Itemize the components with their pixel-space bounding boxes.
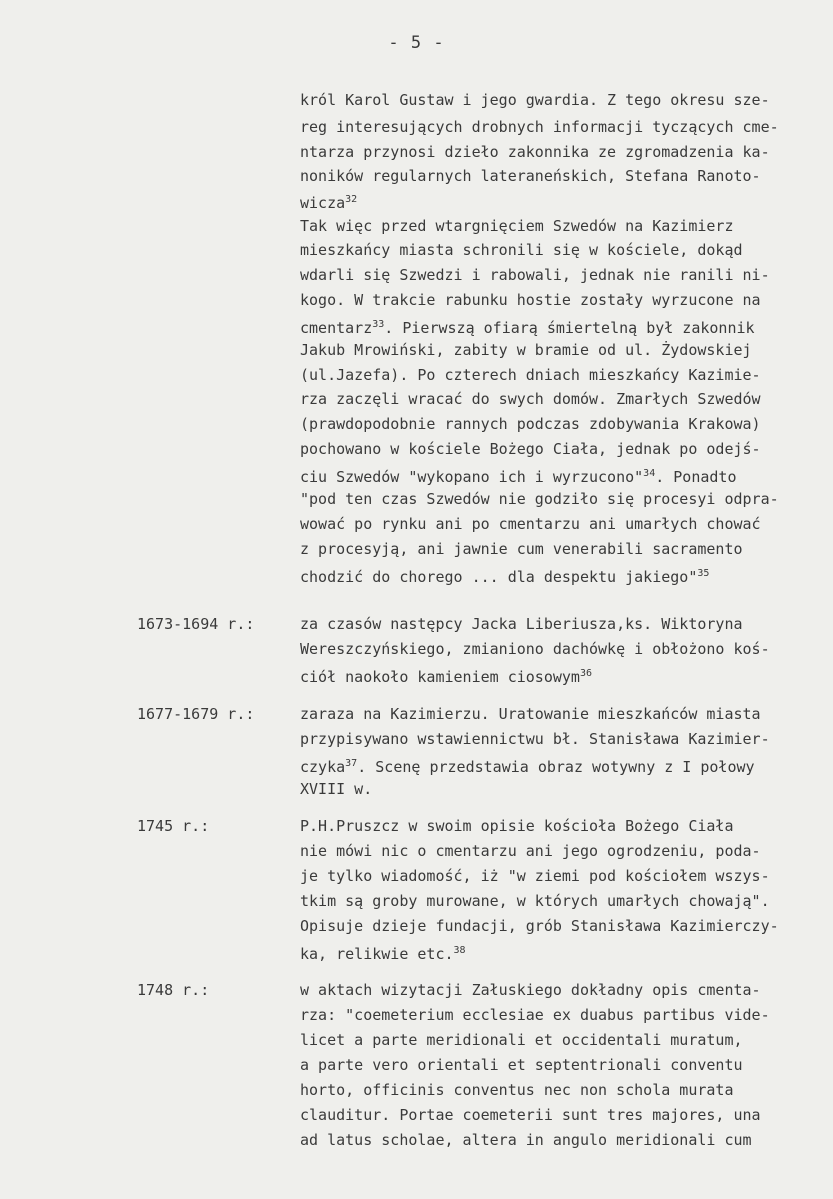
- text-line: (prawdopodobnie rannych podczas zdobywania Krakowa): [300, 415, 761, 433]
- text-line: chodzić do chorego ... dla despektu jakiego"$^{35}$: [300, 568, 710, 586]
- text-line: przypisywano wstawiennictwu bł. Stanisława Kazimier-: [300, 730, 770, 748]
- text-line: licet a parte meridionali et occidentali muratum,: [300, 1031, 743, 1049]
- text-line: wować po rynku ani po cmentarzu ani umarłych chować: [300, 515, 761, 533]
- text-line: wdarli się Szwedzi i rabowali, jednak nie ranili ni-: [300, 266, 770, 284]
- text-line: ciu Szwedów "wykopano ich i wyrzucono"$^{34}$. Ponadto: [300, 468, 737, 486]
- text-line: ciół naokoło kamieniem ciosowym$^{36}$: [300, 668, 593, 686]
- text-line: tkim są groby murowane, w których umarłych chowają".: [300, 892, 770, 910]
- footnote-ref: 38: [453, 945, 466, 956]
- text-line: noników regularnych lateraneńskich, Stefana Ranoto-: [300, 167, 761, 185]
- text-line: clauditur. Portae coemeterii sunt tres majores, una: [300, 1106, 761, 1124]
- footnote-ref: 37: [345, 758, 358, 769]
- text-line: czyka$^{37}$. Scenę przedstawia obraz wotywny z I połowy: [300, 758, 755, 776]
- text-line: "pod ten czas Szwedów nie godziło się procesyi odpra-: [300, 490, 779, 508]
- text-line: (ul.Jazefa). Po czterech dniach mieszkańcy Kazimie-: [300, 366, 761, 384]
- text-line: ad latus scholae, altera in angulo meridionali cum: [300, 1131, 752, 1149]
- text-line: cmentarz$^{33}$. Pierwszą ofiarą śmiertelną był zakonnik: [300, 319, 755, 337]
- text-line: nie mówi nic o cmentarzu ani jego ogrodzeniu, poda-: [300, 842, 761, 860]
- text-line: za czasów następcy Jacka Liberiusza,ks. Wiktoryna: [300, 615, 743, 633]
- text-line: król Karol Gustaw i jego gwardia. Z tego okresu sze-: [300, 91, 770, 109]
- text-line: XVIII w.: [300, 780, 373, 798]
- text-line: Wereszczyńskiego, zmianiono dachówkę i obłożono koś-: [300, 640, 770, 658]
- entry-date: 1673-1694 r.:: [137, 615, 255, 633]
- text-line: je tylko wiadomość, iż "w ziemi pod kościołem wszys-: [300, 867, 770, 885]
- text-line: Jakub Mrowiński, zabity w bramie od ul. Żydowskiej: [300, 341, 752, 359]
- entry-date: 1748 r.:: [137, 981, 210, 999]
- page-number: - 5 -: [388, 33, 445, 53]
- text-line: ntarza przynosi dzieło zakonnika ze zgromadzenia ka-: [300, 143, 770, 161]
- text-line: rza zaczęli wracać do swych domów. Zmarłych Szwedów: [300, 390, 761, 408]
- footnote-ref: 36: [579, 668, 593, 679]
- text-line: pochowano w kościele Bożego Ciała, jednak po odejś-: [300, 440, 761, 458]
- text-line: mieszkańcy miasta schronili się w kościele, dokąd: [300, 241, 743, 259]
- text-line: kogo. W trakcie rabunku hostie zostały wyrzucone na: [300, 291, 761, 309]
- text-line: z procesyją, ani jawnie cum venerabili sacramento: [300, 540, 743, 558]
- text-line: reg interesujących drobnych informacji tyczących cme-: [300, 118, 779, 136]
- text-line: a parte vero orientali et septentrionali conventu: [300, 1056, 743, 1074]
- text-line: Opisuje dzieje fundacji, grób Stanisława Kazimierczy-: [300, 917, 779, 935]
- entry-date: 1745 r.:: [137, 817, 210, 835]
- text-line: w aktach wizytacji Załuskiego dokładny opis cmenta-: [300, 981, 761, 999]
- text-line: horto, officinis conventus nec non schola murata: [300, 1081, 734, 1099]
- footnote-ref: 32: [345, 194, 358, 205]
- text-line: wicza$^{32}$: [300, 194, 358, 212]
- text-line: ka, relikwie etc.$^{38}$: [300, 945, 466, 963]
- footnote-ref: 34: [643, 468, 656, 479]
- text-line: zaraza na Kazimierzu. Uratowanie mieszkańców miasta: [300, 705, 761, 723]
- text-line: rza: "coemeterium ecclesiae ex duabus partibus vide-: [300, 1006, 770, 1024]
- footnote-ref: 33: [372, 319, 385, 330]
- footnote-ref: 35: [697, 568, 710, 579]
- text-line: Tak więc przed wtargnięciem Szwedów na Kazimierz: [300, 217, 734, 235]
- entry-date: 1677-1679 r.:: [137, 705, 255, 723]
- text-line: P.H.Pruszcz w swoim opisie kościoła Bożego Ciała: [300, 817, 734, 835]
